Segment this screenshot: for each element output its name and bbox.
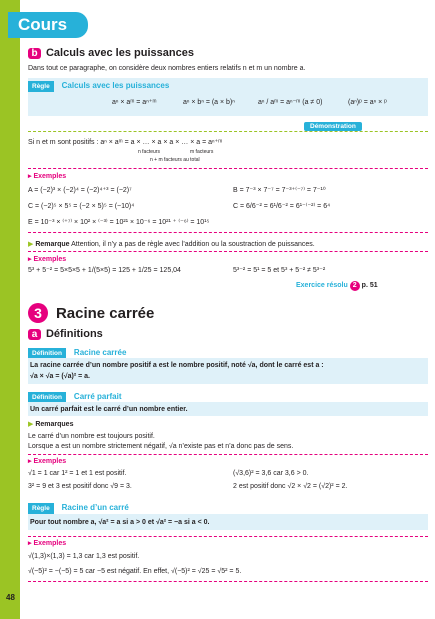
remarks-label: Remarques xyxy=(35,421,74,428)
def2-title: Carré parfait xyxy=(73,392,122,401)
subsection-a-title: Définitions xyxy=(45,328,103,340)
page-number: 48 xyxy=(6,593,15,602)
examples-divider xyxy=(28,168,428,169)
section-b-heading xyxy=(28,48,194,59)
example-c1: C = (−2)⁵ × 5⁵ = (−2 × 5)⁵ = (−10)⁴ xyxy=(28,203,135,210)
rule-sqrt-header xyxy=(28,503,129,514)
remark-line xyxy=(28,240,315,249)
sqrt-examples-divider xyxy=(28,454,428,455)
demo-label: Démonstration xyxy=(304,122,362,131)
remark-divider xyxy=(28,232,428,233)
bottom-divider xyxy=(28,581,428,582)
exercise-link[interactable] xyxy=(296,281,378,291)
remark-2: Lorsque a est un nombre strictement négatif, √a n’existe pas et n’a donc pas de sens. xyxy=(28,443,294,450)
subsection-a-heading xyxy=(28,329,103,340)
subsection-a-letter: a xyxy=(28,329,41,340)
def1-formula: √a × √a = (√a)² = a. xyxy=(30,373,90,380)
exercise-label: Exercice résolu xyxy=(296,282,348,289)
formula-product-bases: aⁿ × bⁿ = (a × b)ⁿ xyxy=(183,99,235,106)
example-a: A = (−2)³ × (−2)⁴ = (−2)⁴⁺³ = (−2)⁷ xyxy=(28,187,132,194)
remark-text: Attention, il n’y a pas de règle avec l’addition ou la soustraction de puissances. xyxy=(71,241,315,248)
def1-box xyxy=(28,358,428,384)
rule-title: Calculs avec les puissances xyxy=(61,81,170,90)
example-b: B = 7⁻³ × 7⁻⁷ = 7⁻³⁺⁽⁻⁷⁾ = 7⁻¹⁰ xyxy=(233,187,326,194)
rule-label: Règle xyxy=(28,81,54,92)
example2-left: 5³ + 5⁻² = 5×5×5 + 1/(5×5) = 125 + 1/25 = 125,04 xyxy=(28,267,181,274)
def2-box xyxy=(28,402,428,416)
sqrt-examples2-divider xyxy=(28,536,428,537)
cours-tab xyxy=(8,12,88,38)
brace-total: n + m facteurs au total xyxy=(150,157,200,163)
demo-divider xyxy=(28,131,428,132)
sqrt-example-1: √1 = 1 car 1² = 1 et 1 est positif. xyxy=(28,470,127,477)
sqrt-example-3: 3² = 9 et 3 est positif donc √9 = 3. xyxy=(28,483,132,490)
rule-sqrt-title: Racine d’un carré xyxy=(61,503,129,512)
sqrt-examples-label: ▸ Exemples xyxy=(28,458,67,465)
section-3-title: Racine carrée xyxy=(55,305,155,322)
rule-sqrt-label: Règle xyxy=(28,503,54,514)
formula-product: aⁿ × aᵐ = aⁿ⁺ᵐ xyxy=(112,99,157,106)
remark-1: Le carré d’un nombre est toujours positif. xyxy=(28,433,155,440)
remark-arrow-icon: ▶ xyxy=(28,241,34,248)
exercise-number: 2 xyxy=(350,281,360,291)
remark-label: Remarque xyxy=(35,241,70,248)
sqrt-example-2: (√3,6)² = 3,6 car 3,6 > 0. xyxy=(233,470,309,477)
cours-label: Cours xyxy=(18,15,68,34)
formula-power-of-power: (aⁿ)ᵖ = aⁿ × ᵖ xyxy=(348,99,387,106)
section-b-title: Calculs avec les puissances xyxy=(45,47,194,59)
def1-text: La racine carrée d’un nombre positif a est le nombre positif, noté √a, dont le carré est a : xyxy=(30,362,324,369)
rule-box-powers xyxy=(28,78,428,116)
def2-text: Un carré parfait est le carré d’un nombre entier. xyxy=(30,406,188,413)
rule-sqrt-text: Pour tout nombre a, √a² = a si a > 0 et √a² = −a si a < 0. xyxy=(30,519,210,526)
brace-m: m facteurs xyxy=(190,149,214,155)
sqrt-example2-2: √(−5)² = −(−5) = 5 car −5 est négatif. En effet, √(−5)² = √25 = √5² = 5. xyxy=(28,568,242,575)
def1-label: Définition xyxy=(28,348,66,359)
formula-quotient: aⁿ / aᵐ = aⁿ⁻ᵐ (a ≠ 0) xyxy=(258,99,323,106)
examples2-divider xyxy=(28,251,428,252)
demo-button[interactable] xyxy=(304,122,362,131)
example-e: E = 10⁻³ × ⁽⁺⁷⁾ × 10² × ⁽⁻³⁾ = 10²¹ × 10⁻⁶ = 10²¹ ⁺ ⁽⁻⁶⁾ = 10¹⁵ xyxy=(28,219,210,226)
def2-label: Définition xyxy=(28,392,66,403)
left-color-bar xyxy=(0,0,20,619)
section-b-letter: b xyxy=(28,48,41,59)
demo-text: Si n et m sont positifs : aⁿ × aᵐ = a × … × a × a × … × a = aⁿ⁺ᵐ xyxy=(28,139,223,146)
examples-label: ▸ Exemples xyxy=(28,173,67,180)
sqrt-example2-1: √(1,3)×(1,3) = 1,3 car 1,3 est positif. xyxy=(28,553,140,560)
brace-n: n facteurs xyxy=(138,149,160,155)
exercise-page: p. 51 xyxy=(361,282,378,289)
sqrt-examples2-label: ▸ Exemples xyxy=(28,540,67,547)
example-c2: C = 6/6⁻² = 6¹/6⁻² = 6¹⁻⁽⁻²⁾ = 6⁴ xyxy=(233,203,331,210)
remarks-heading xyxy=(28,420,73,429)
rule-sqrt-box xyxy=(28,514,428,530)
example2-right: 5³⁻² = 5¹ = 5 et 5³ + 5⁻² ≠ 5³⁻² xyxy=(233,267,326,274)
remarks-arrow-icon: ▶ xyxy=(28,421,34,428)
sqrt-example-4: 2 est positif donc √2 × √2 = (√2)² = 2. xyxy=(233,483,348,490)
section-b-intro: Dans tout ce paragraphe, on considère deux nombres entiers relatifs n et m un nombre a. xyxy=(28,65,306,72)
section-3-heading xyxy=(28,303,154,323)
section-3-number: 3 xyxy=(28,303,48,323)
def1-title: Racine carrée xyxy=(73,348,127,357)
examples2-label: ▸ Exemples xyxy=(28,256,67,263)
